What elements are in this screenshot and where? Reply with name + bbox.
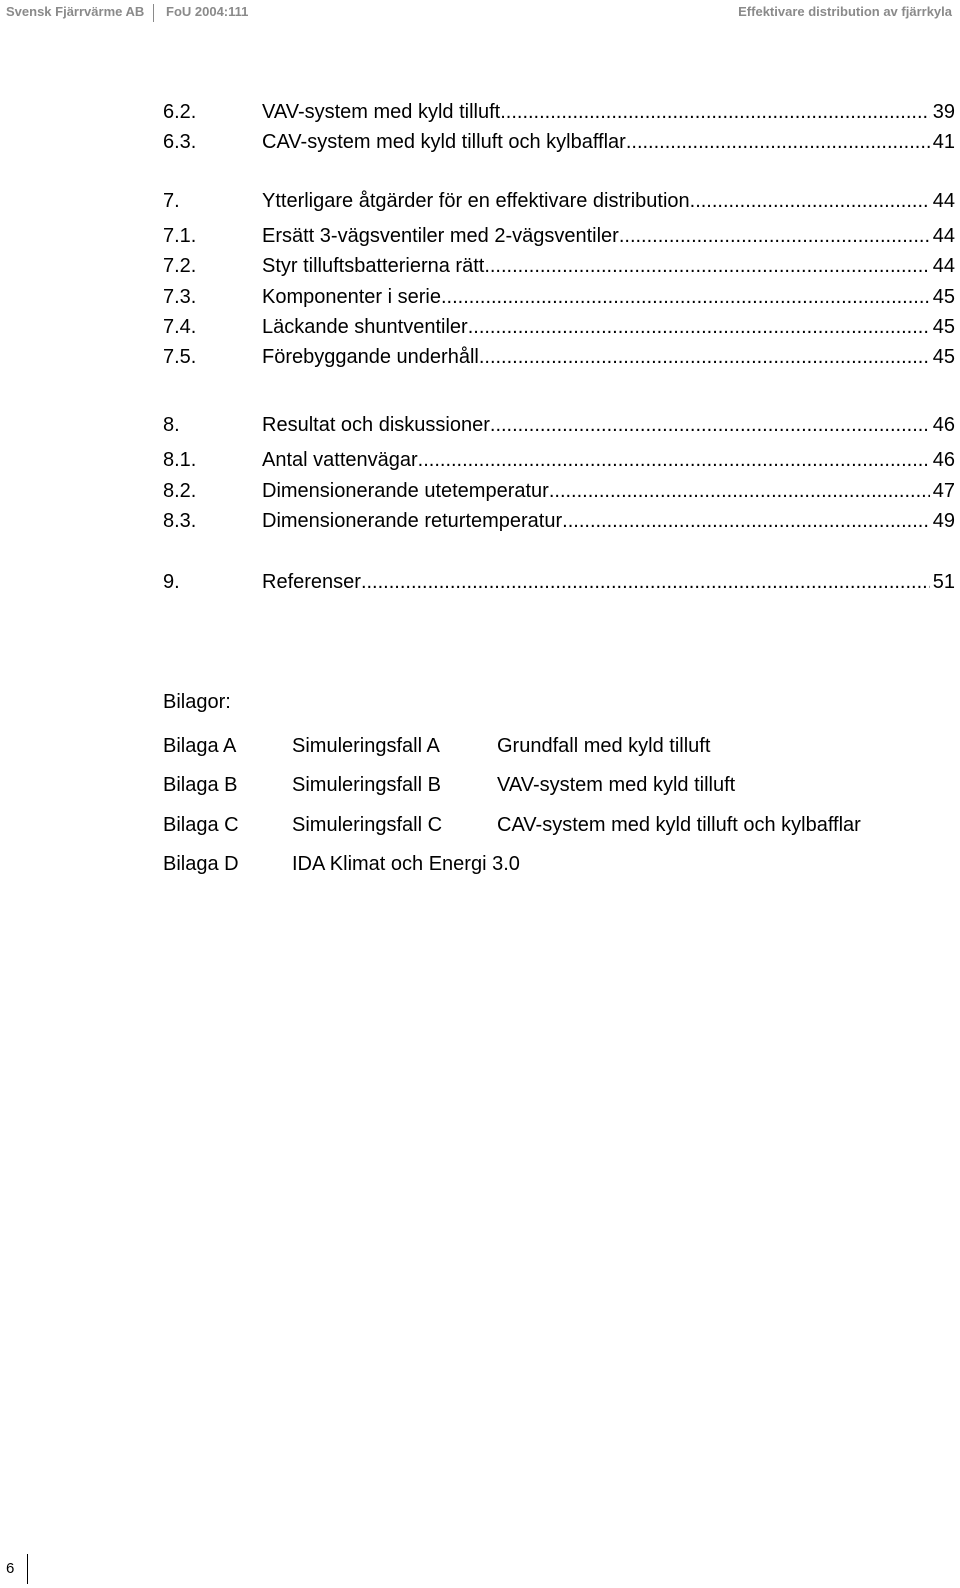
toc-entry-8-1[interactable]: [163, 447, 955, 473]
toc-page-number: 41: [932, 131, 955, 153]
toc-number: 8.3.: [163, 510, 197, 532]
toc-title: Resultat och diskussioner: [262, 414, 490, 436]
toc-title: Ytterligare åtgärder för en effektivare distribution: [262, 190, 690, 212]
toc-leader-dots: [479, 344, 930, 370]
toc-page-number: 46: [932, 449, 955, 471]
toc-page-number: 44: [932, 225, 955, 247]
appendix-item: [163, 851, 955, 877]
toc-leader-dots: [690, 188, 930, 214]
appendix-description: CAV-system med kyld tilluft och kylbafflar: [497, 814, 861, 836]
appendix-case: Simuleringsfall C: [292, 814, 443, 836]
header-report-code: FoU 2004:111: [166, 4, 249, 19]
appendix-item: [163, 812, 955, 838]
toc-title: CAV-system med kyld tilluft och kylbafflar: [262, 131, 626, 153]
toc-title: Läckande shuntventiler: [262, 316, 468, 338]
appendix-case: Simuleringsfall A: [292, 735, 440, 757]
appendix-item: [163, 733, 955, 759]
appendix-description: Grundfall med kyld tilluft: [497, 735, 711, 757]
toc-page-number: 45: [932, 346, 955, 368]
toc-number: 6.3.: [163, 131, 197, 153]
toc-page-number: 39: [932, 101, 955, 123]
toc-entry-7-5[interactable]: [163, 344, 955, 370]
toc-entry-8-3[interactable]: [163, 508, 955, 534]
toc-leader-dots: [500, 99, 930, 125]
toc-entry-7[interactable]: [163, 188, 955, 214]
toc-title: Dimensionerande utetemperatur: [262, 480, 549, 502]
toc-title: Ersätt 3-vägsventiler med 2-vägsventiler: [262, 225, 619, 247]
toc-entry-6-3[interactable]: [163, 129, 955, 155]
header-organization: Svensk Fjärrvärme AB: [6, 4, 145, 19]
toc-leader-dots: [619, 223, 930, 249]
toc-entry-7-3[interactable]: [163, 284, 955, 310]
toc-number: 7.: [163, 190, 180, 212]
toc-number: 7.1.: [163, 225, 197, 247]
toc-page-number: 44: [932, 255, 955, 277]
toc-page-number: 44: [932, 190, 955, 212]
appendix-case: Simuleringsfall B: [292, 774, 441, 796]
appendix-item: [163, 772, 955, 798]
header-report-title: Effektivare distribution av fjärrkyla: [738, 4, 952, 19]
toc-entry-7-1[interactable]: [163, 223, 955, 249]
toc-number: 8.2.: [163, 480, 197, 502]
toc-number: 9.: [163, 571, 180, 593]
appendix-case: IDA Klimat och Energi 3.0: [292, 853, 520, 875]
toc-leader-dots: [484, 253, 929, 279]
toc-title: Referenser: [262, 571, 361, 593]
toc-entry-7-4[interactable]: [163, 314, 955, 340]
appendix-label: Bilaga B: [163, 774, 238, 796]
footer-divider: [27, 1554, 28, 1584]
toc-leader-dots: [490, 412, 930, 438]
header-divider: [153, 4, 154, 22]
toc-page-number: 49: [932, 510, 955, 532]
toc-entry-8[interactable]: [163, 412, 955, 438]
toc-number: 7.2.: [163, 255, 197, 277]
appendix-label: Bilaga D: [163, 853, 239, 875]
toc-entry-7-2[interactable]: [163, 253, 955, 279]
toc-title: VAV-system med kyld tilluft: [262, 101, 501, 123]
toc-leader-dots: [441, 284, 930, 310]
page-footer: [0, 1554, 60, 1584]
toc-number: 7.3.: [163, 286, 197, 308]
toc-leader-dots: [626, 129, 930, 155]
appendix-description: VAV-system med kyld tilluft: [497, 774, 736, 796]
toc-number: 7.4.: [163, 316, 197, 338]
toc-page-number: 51: [932, 571, 955, 593]
toc-title: Dimensionerande returtemperatur: [262, 510, 563, 532]
toc-leader-dots: [549, 478, 930, 504]
toc-leader-dots: [562, 508, 930, 534]
toc-entry-6-2[interactable]: [163, 99, 955, 125]
toc-leader-dots: [418, 447, 930, 473]
appendix-label: Bilaga A: [163, 735, 237, 757]
toc-leader-dots: [468, 314, 930, 340]
toc-leader-dots: [361, 569, 930, 595]
appendix-heading: Bilagor:: [163, 691, 231, 713]
toc-page-number: 45: [932, 286, 955, 308]
toc-number: 6.2.: [163, 101, 197, 123]
toc-page-number: 45: [932, 316, 955, 338]
footer-page-number: 6: [6, 1560, 15, 1577]
toc-number: 8.1.: [163, 449, 197, 471]
toc-number: 7.5.: [163, 346, 197, 368]
toc-title: Antal vattenvägar: [262, 449, 418, 471]
toc-page-number: 46: [932, 414, 955, 436]
toc-title: Komponenter i serie: [262, 286, 441, 308]
toc-title: Förebyggande underhåll: [262, 346, 479, 368]
toc-entry-9[interactable]: [163, 569, 955, 595]
toc-page-number: 47: [932, 480, 955, 502]
toc-number: 8.: [163, 414, 180, 436]
page-header: [0, 4, 960, 24]
toc-title: Styr tilluftsbatterierna rätt: [262, 255, 485, 277]
toc-entry-8-2[interactable]: [163, 478, 955, 504]
appendix-label: Bilaga C: [163, 814, 239, 836]
